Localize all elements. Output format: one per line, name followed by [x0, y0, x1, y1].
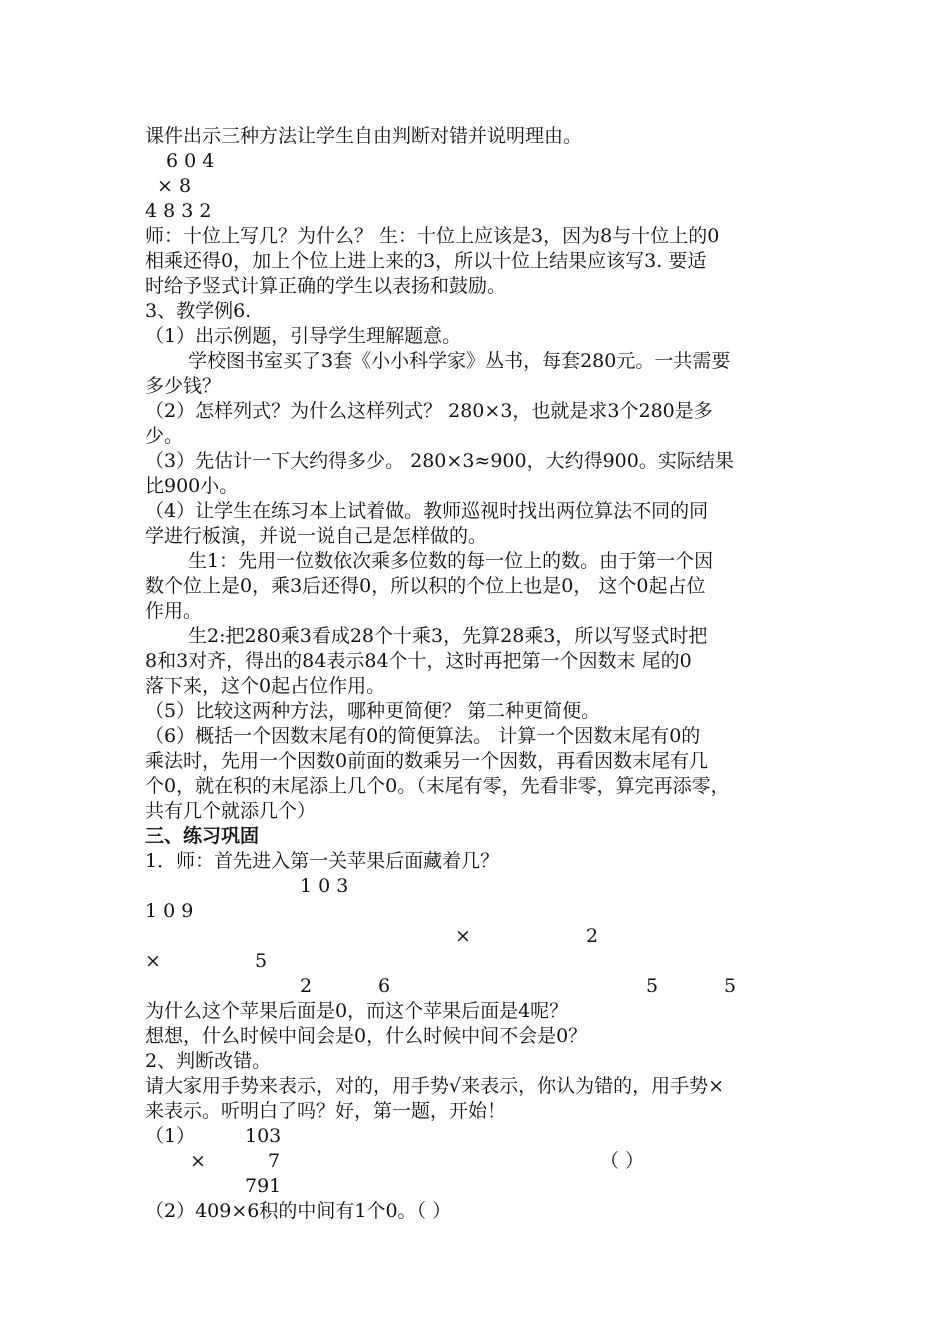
- problem-line-2: 多少钱？: [145, 375, 222, 397]
- judge-1-multiply-sign: ×: [190, 1150, 206, 1172]
- step-6-line-2: 乘法时，先用一个因数0前面的数乘另一个因数，再看因数末尾有几: [145, 750, 709, 772]
- judge-2-line: （2）409×6积的中间有1个0。（ ）: [145, 1200, 452, 1222]
- step-6-line-4: 共有几个就添几个）: [145, 800, 317, 822]
- section-3-title: 三、练习巩固: [145, 825, 260, 847]
- step-4-line-2: 学进行板演，并说一说自己是怎样做的。: [145, 525, 488, 547]
- student-2-line-1: 生2:把280乘3看成28个十乘3，先算28乘3，所以写竖式时把: [188, 625, 708, 647]
- apple-b-result-digit-1: 2: [300, 975, 313, 997]
- example-title: 3、教学例6.: [145, 300, 252, 322]
- vertical-calc-row3: 4 8 3 2: [145, 200, 212, 222]
- judge-1-multiplier: 7: [268, 1150, 281, 1172]
- step-2-line-1: （2）怎样列式？为什么这样列式？ 280×3，也就是求3个280是多: [145, 400, 713, 422]
- step-5: （5）比较这两种方法，哪种更简便？ 第二种更简便。: [145, 700, 601, 722]
- step-6-line-1: （6）概括一个因数末尾有0的简便算法。 计算一个因数末尾有0的: [145, 725, 701, 747]
- exercise-2-instruction-line-2: 来表示。听明白了吗？好，第一题，开始！: [145, 1100, 507, 1122]
- apple-b-multiply-sign: ×: [145, 950, 161, 972]
- exercise-1-prompt: 1．师：首先进入第一关苹果后面藏着几？: [145, 850, 500, 872]
- apple-a-multiplier: 2: [586, 925, 599, 947]
- apple-a-multiply-sign: ×: [455, 925, 471, 947]
- step-3-line-1: （3）先估计一下大约得多少。 280×3≈900，大约得900。实际结果: [145, 450, 734, 472]
- step-3-line-2: 比900小。: [145, 475, 239, 497]
- judge-1-answer-parentheses[interactable]: （ ）: [600, 1150, 645, 1172]
- intro-line: 课件出示三种方法让学生自由判断对错并说明理由。: [145, 125, 583, 147]
- why-line: 为什么这个苹果后面是0，而这个苹果后面是4呢？: [145, 1000, 569, 1022]
- exercise-2-title: 2、判断改错。: [145, 1050, 272, 1072]
- teacher-question-line-2: 相乘还得0，加上个位上进上来的3，所以十位上结果应该写3. 要适: [145, 250, 707, 272]
- think-line: 想想，什么时候中间会是0，什么时候中间不会是0？: [145, 1025, 588, 1047]
- exercise-2-instruction-line-1: 请大家用手势来表示，对的，用手势√来表示，你认为错的，用手势×: [145, 1075, 725, 1097]
- vertical-calc-row2: × 8: [157, 175, 192, 197]
- apple-b-top: 1 0 9: [145, 900, 194, 922]
- step-2-line-2: 少。: [145, 425, 184, 447]
- student-1-line-3: 作用。: [145, 600, 203, 622]
- step-6-line-3: 个0，就在积的末尾添上几个0。（末尾有零，先看非零，算完再添零，: [145, 775, 730, 797]
- student-1-line-1: 生1：先用一位数依次乘多位数的每一位上的数。由于第一个因: [188, 550, 714, 572]
- apple-b-result-digit-2: 6: [378, 975, 391, 997]
- student-2-line-3: 落下来，这个0起占位作用。: [145, 675, 386, 697]
- apple-a-result-digit-2: 5: [724, 975, 737, 997]
- judge-1-number: 103: [245, 1125, 282, 1147]
- step-1: （1）出示例题，引导学生理解题意。: [145, 325, 462, 347]
- step-4-line-1: （4）让学生在练习本上试着做。教师巡视时找出两位算法不同的同: [145, 500, 709, 522]
- problem-line-1: 学校图书室买了3套《小小科学家》丛书，每套280元。一共需要: [188, 350, 731, 372]
- teacher-question-line-3: 时给予竖式计算正确的学生以表扬和鼓励。: [145, 275, 507, 297]
- teacher-question-line-1: 师：十位上写几？为什么？ 生：十位上应该是3，因为8与十位上的0: [145, 225, 720, 247]
- student-2-line-2: 8和3对齐，得出的84表示84个十，这时再把第一个因数末 尾的0: [145, 650, 692, 672]
- vertical-calc-row1: 6 0 4: [166, 150, 215, 172]
- apple-a-result-digit-1: 5: [646, 975, 659, 997]
- apple-b-multiplier: 5: [255, 950, 268, 972]
- student-1-line-2: 数个位上是0，乘3后还得0，所以积的个位上也是0， 这个0起占位: [145, 575, 706, 597]
- apple-a-top: 1 0 3: [300, 875, 349, 897]
- judge-1-result: 791: [245, 1175, 282, 1197]
- judge-1-label: （1）: [145, 1125, 196, 1147]
